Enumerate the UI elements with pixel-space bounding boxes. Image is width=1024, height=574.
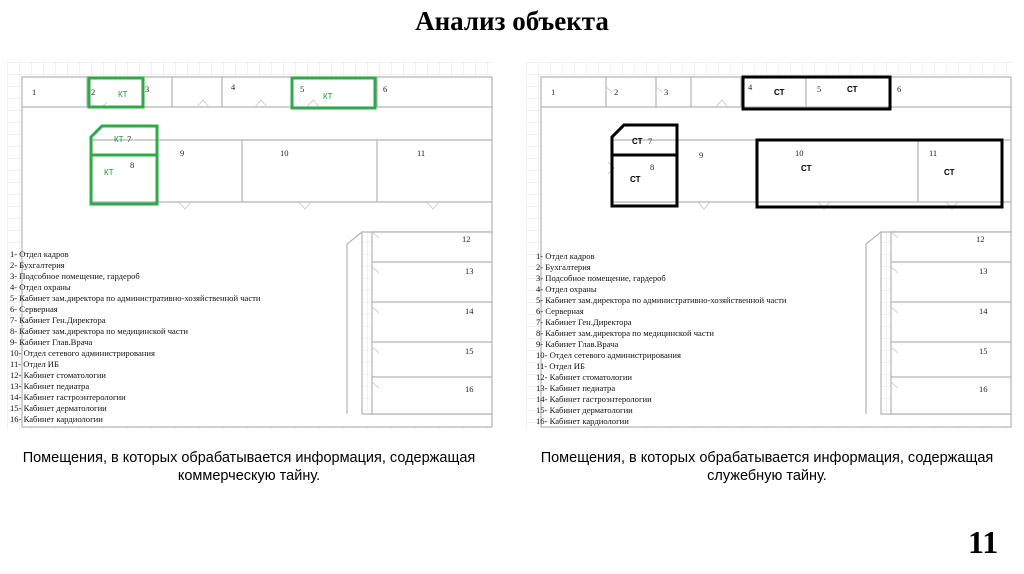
legend-item: 6- Серверная <box>10 304 58 314</box>
legend-item: 13- Кабинет педиатра <box>536 383 616 393</box>
caption-commercial-secret: Помещения, в которых обрабатывается информация, содержащая коммерческую тайну. <box>22 450 476 484</box>
legend-item: 6- Серверная <box>536 306 584 316</box>
marker-room-8: СТ <box>630 175 641 184</box>
room-label-13: 13 <box>979 266 988 276</box>
legend-item: 15- Кабинет дерматологии <box>536 405 633 415</box>
legend-item: 15- Кабинет дерматологии <box>10 403 107 413</box>
legend-item: 1- Отдел кадров <box>536 251 595 261</box>
caption-service-secret: Помещения, в которых обрабатывается информация, содержащая служебную тайну. <box>540 450 994 484</box>
room-label-1: 1 <box>551 87 556 97</box>
legend-item: 16- Кабинет кардиологии <box>536 416 629 426</box>
legend-item: 4- Отдел охраны <box>536 284 597 294</box>
legend-item: 5- Кабинет зам.директора по административно-хозяйственной части <box>10 293 261 303</box>
room-label-8: 8 <box>650 162 655 172</box>
marker-room-5: КТ <box>323 92 333 101</box>
legend-item: 14- Кабинет гастроэнтерологии <box>10 392 126 402</box>
marker-room-7: СТ <box>632 137 643 146</box>
legend-item: 10- Отдел сетевого администрирования <box>536 350 681 360</box>
legend-item: 3- Подсобное помещение, гардероб <box>10 271 140 281</box>
room-label-7: 7 <box>127 134 132 144</box>
legend-item: 5- Кабинет зам.директора по административно-хозяйственной части <box>536 295 787 305</box>
floor-plan-service <box>526 62 1012 430</box>
room-label-14: 14 <box>979 306 988 316</box>
floor-plan-commercial <box>7 62 493 430</box>
room-label-5: 5 <box>817 84 822 94</box>
slide-title: Анализ объекта <box>415 6 609 36</box>
room-label-6: 6 <box>897 84 902 94</box>
legend-item: 8- Кабинет зам.директора по медицинской части <box>10 326 189 336</box>
legend-item: 14- Кабинет гастроэнтерологии <box>536 394 652 404</box>
legend-item: 1- Отдел кадров <box>10 249 69 259</box>
room-label-12: 12 <box>462 234 471 244</box>
legend-item: 11- Отдел ИБ <box>10 359 59 369</box>
marker-room-10: СТ <box>801 164 812 173</box>
marker-room-7: КТ <box>114 135 124 144</box>
room-label-10: 10 <box>795 148 804 158</box>
legend-item: 12- Кабинет стоматологии <box>536 372 633 382</box>
marker-room-4: СТ <box>774 88 785 97</box>
room-label-16: 16 <box>979 384 988 394</box>
legend-item: 2- Бухгалтерия <box>10 260 65 270</box>
room-label-4: 4 <box>231 82 236 92</box>
room-label-16: 16 <box>465 384 474 394</box>
legend-item: 11- Отдел ИБ <box>536 361 585 371</box>
marker-room-5: СТ <box>847 85 858 94</box>
room-label-10: 10 <box>280 148 289 158</box>
marker-room-8: КТ <box>104 168 114 177</box>
room-label-3: 3 <box>664 87 669 97</box>
room-label-8: 8 <box>130 160 135 170</box>
room-label-2: 2 <box>91 87 96 97</box>
room-label-11: 11 <box>929 148 938 158</box>
legend-item: 13- Кабинет педиатра <box>10 381 90 391</box>
room-label-9: 9 <box>180 148 185 158</box>
room-label-2: 2 <box>614 87 619 97</box>
room-label-9: 9 <box>699 150 704 160</box>
marker-room-11: СТ <box>944 168 955 177</box>
legend-item: 9- Кабинет Глав.Врача <box>10 337 93 347</box>
room-label-15: 15 <box>465 346 474 356</box>
legend-item: 12- Кабинет стоматологии <box>10 370 107 380</box>
room-label-1: 1 <box>32 87 37 97</box>
room-label-13: 13 <box>465 266 474 276</box>
room-label-15: 15 <box>979 346 988 356</box>
room-label-14: 14 <box>465 306 474 316</box>
floor-plan-svg <box>526 62 1012 430</box>
legend-item: 2- Бухгалтерия <box>536 262 591 272</box>
room-label-7: 7 <box>648 136 653 146</box>
marker-room-2: КТ <box>118 90 128 99</box>
legend-item: 9- Кабинет Глав.Врача <box>536 339 619 349</box>
legend-item: 7- Кабинет Ген.Директора <box>10 315 106 325</box>
page-number: 11 <box>968 524 999 560</box>
legend-item: 4- Отдел охраны <box>10 282 71 292</box>
legend-item: 8- Кабинет зам.директора по медицинской части <box>536 328 715 338</box>
legend-item: 3- Подсобное помещение, гардероб <box>536 273 666 283</box>
legend-item: 10- Отдел сетевого администрирования <box>10 348 155 358</box>
floor-plan-svg <box>7 62 493 430</box>
room-label-5: 5 <box>300 84 305 94</box>
room-label-3: 3 <box>145 84 150 94</box>
room-label-12: 12 <box>976 234 985 244</box>
legend-item: 16- Кабинет кардиологии <box>10 414 103 424</box>
room-label-6: 6 <box>383 84 388 94</box>
legend-item: 7- Кабинет Ген.Директора <box>536 317 632 327</box>
room-label-11: 11 <box>417 148 426 158</box>
room-label-4: 4 <box>748 82 753 92</box>
